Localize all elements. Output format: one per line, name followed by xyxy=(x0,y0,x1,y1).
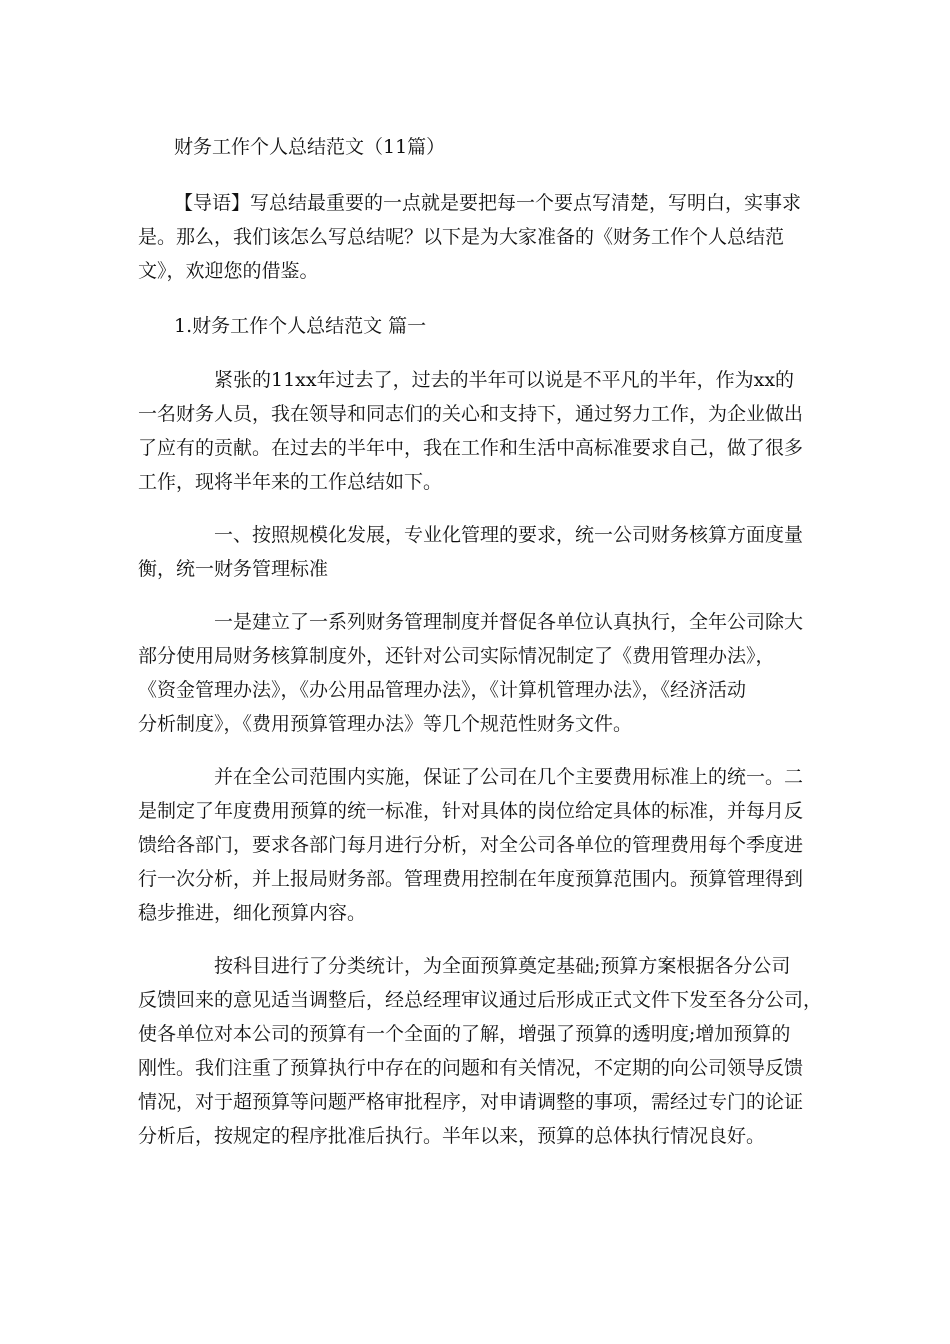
paragraph-3-line-4: 分析制度》，《费用预算管理办法》等几个规范性财务文件。 xyxy=(138,713,633,735)
paragraph-4-line-1: 并在全公司范围内实施，保证了公司在几个主要费用标准上的统一。二 xyxy=(214,766,804,788)
paragraph-3-line-3: 《资金管理办法》，《办公用品管理办法》，《计算机管理办法》，《经济活动 xyxy=(138,679,747,701)
paragraph-5-line-1: 按科目进行了分类统计，为全面预算奠定基础;预算方案根据各分公司 xyxy=(214,955,791,977)
paragraph-1-line-4: 工作，现将半年来的工作总结如下。 xyxy=(138,471,443,493)
section-heading: 1.财务工作个人总结范文 篇一 xyxy=(174,315,427,337)
paragraph-5-line-3: 使各单位对本公司的预算有一个全面的了解，增强了预算的透明度;增加预算的 xyxy=(138,1023,791,1045)
paragraph-3-line-1: 一是建立了一系列财务管理制度并督促各单位认真执行，全年公司除大 xyxy=(214,611,804,633)
document-title: 财务工作个人总结范文（11篇） xyxy=(174,136,446,158)
paragraph-3-line-2: 部分使用局财务核算制度外，还针对公司实际情况制定了《费用管理办法》， xyxy=(138,645,775,667)
intro-line-2: 是。那么，我们该怎么写总结呢？以下是为大家准备的《财务工作个人总结范 xyxy=(138,226,785,248)
paragraph-1-line-2: 一名财务人员，我在领导和同志们的关心和支持下，通过努力工作，为企业做出 xyxy=(138,403,804,425)
paragraph-4-line-3: 馈给各部门，要求各部门每月进行分析，对全公司各单位的管理费用每个季度进 xyxy=(138,834,804,856)
paragraph-2-line-1: 一、按照规模化发展，专业化管理的要求，统一公司财务核算方面度量 xyxy=(214,524,804,546)
paragraph-5-line-6: 分析后，按规定的程序批准后执行。半年以来，预算的总体执行情况良好。 xyxy=(138,1125,766,1147)
intro-line-3: 文》，欢迎您的借鉴。 xyxy=(138,260,319,282)
paragraph-4-line-2: 是制定了年度费用预算的统一标准，针对具体的岗位给定具体的标准，并每月反 xyxy=(138,800,804,822)
paragraph-5-line-5: 情况，对于超预算等问题严格审批程序，对申请调整的事项，需经过专门的论证 xyxy=(138,1091,804,1113)
paragraph-4-line-5: 稳步推进，细化预算内容。 xyxy=(138,902,367,924)
intro-line-1: 【导语】写总结最重要的一点就是要把每一个要点写清楚，写明白，实事求 xyxy=(174,192,802,214)
paragraph-5-line-4: 刚性。我们注重了预算执行中存在的问题和有关情况，不定期的向公司领导反馈 xyxy=(138,1057,804,1079)
paragraph-1-line-1: 紧张的11xx年过去了，过去的半年可以说是不平凡的半年，作为xx的 xyxy=(214,369,795,391)
paragraph-2-line-2: 衡，统一财务管理标准 xyxy=(138,558,329,580)
paragraph-5-line-2: 反馈回来的意见适当调整后，经总经理审议通过后形成正式文件下发至各分公司， xyxy=(138,989,823,1011)
paragraph-4-line-4: 行一次分析，并上报局财务部。管理费用控制在年度预算范围内。预算管理得到 xyxy=(138,868,804,890)
paragraph-1-line-3: 了应有的贡献。在过去的半年中，我在工作和生活中高标准要求自己，做了很多 xyxy=(138,437,804,459)
